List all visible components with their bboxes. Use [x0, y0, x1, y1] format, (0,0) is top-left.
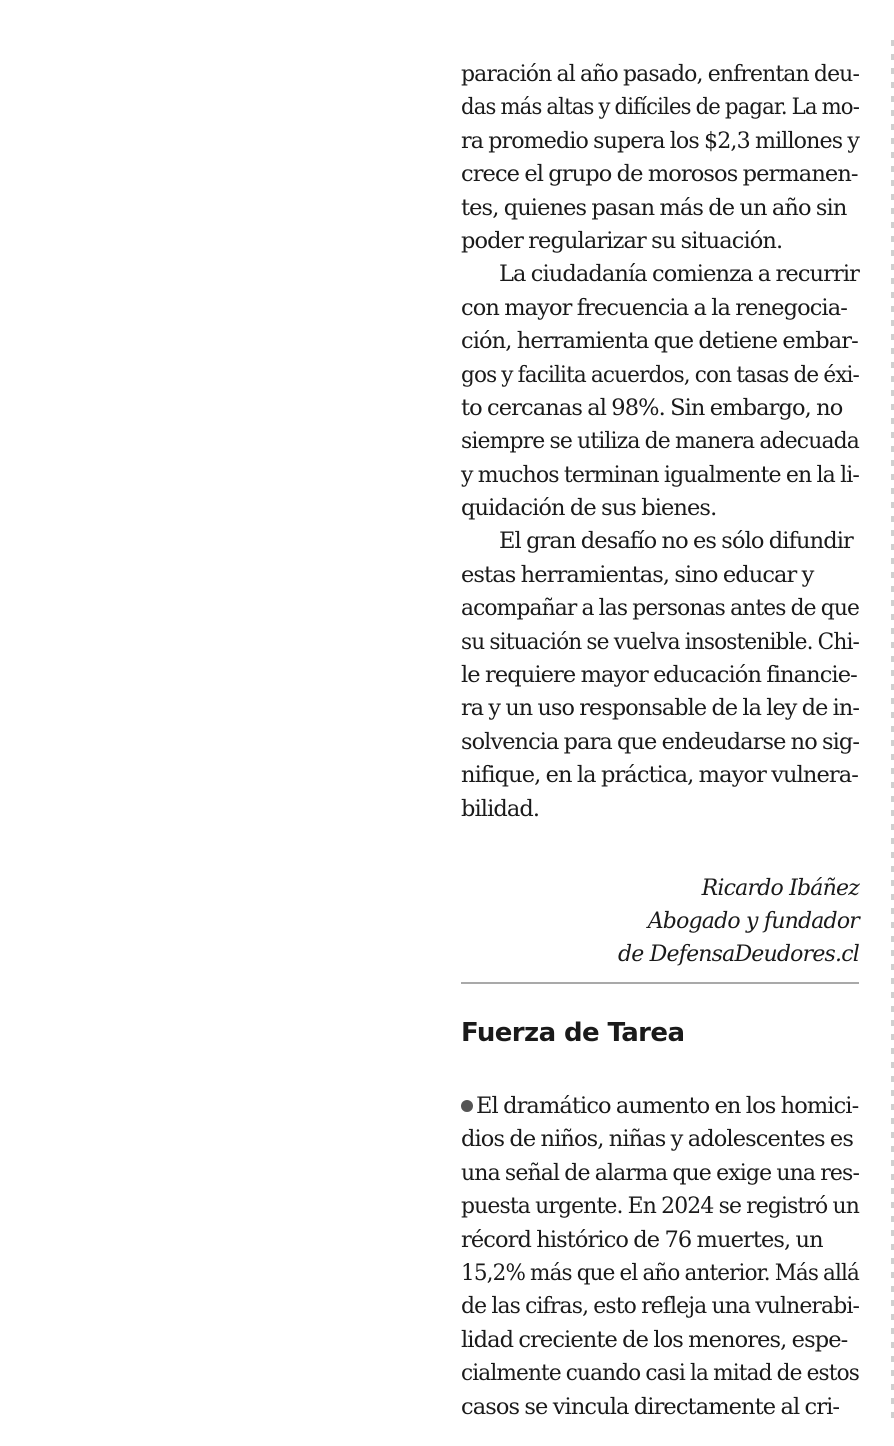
- text-line: casos se vincula directamente al cri-: [461, 1393, 840, 1420]
- text-line: con mayor frecuencia a la renegocia-: [461, 294, 847, 321]
- author-role: Abogado y fundador: [647, 908, 859, 934]
- text-line: de las cifras, esto refleja una vulnerabi-: [461, 1293, 860, 1320]
- text-line: y muchos terminan igualmente en la li-: [461, 461, 860, 488]
- text-line: ra promedio supera los $2,3 millones y: [461, 127, 860, 154]
- text-line: to cercanas al 98%. Sin embargo, no: [461, 394, 843, 421]
- text-line: das más altas y difíciles de pagar. La mo-: [461, 94, 860, 121]
- text-line: bilidad.: [461, 795, 540, 822]
- paragraph-1: [461, 58, 859, 258]
- text-line: siempre se utiliza de manera adecuada: [461, 428, 859, 455]
- text-line: paración al año pasado, enfrentan deu-: [461, 61, 859, 87]
- bullet-icon: [461, 1100, 473, 1112]
- text-line: gos y facilita acuerdos, con tasas de éxi-: [461, 361, 859, 388]
- text-line: estas herramientas, sino educar y: [461, 561, 814, 588]
- section-divider: [461, 982, 859, 984]
- author-name: Ricardo Ibáñez: [701, 875, 859, 901]
- text-line: cialmente cuando casi la mitad de estos: [461, 1360, 860, 1387]
- text-line: [461, 1090, 859, 1123]
- text-line: acompañar a las personas antes de que: [461, 595, 860, 622]
- text-line: poder regularizar su situación.: [461, 227, 783, 254]
- text-line: nifique, en la práctica, mayor vulnera-: [461, 762, 858, 789]
- text-line: le requiere mayor educación financie-: [461, 662, 857, 689]
- text-line: lidad creciente de los menores, espe-: [461, 1326, 848, 1353]
- letter-body: [461, 1090, 859, 1424]
- author-signature: [461, 872, 859, 971]
- text-line: récord histórico de 76 muertes, un: [461, 1226, 823, 1253]
- text-line: solvencia para que endeudarse no sig-: [461, 728, 860, 755]
- text-line: crece el grupo de morosos permanen-: [461, 161, 858, 188]
- text-line: una señal de alarma que exige una res-: [461, 1159, 860, 1186]
- article-column: [461, 58, 859, 971]
- text-line: ra y un uso responsable de la ley de in-: [461, 695, 859, 722]
- text-line: 15,2% más que el año anterior. Más allá: [461, 1259, 860, 1286]
- text-line: La ciudadanía comienza a recurrir: [498, 261, 859, 288]
- text-line: tes, quienes pasan más de un año sin: [461, 194, 847, 221]
- first-line-text: El dramático aumento en los homici-: [476, 1093, 859, 1119]
- text-line: dios de niños, niñas y adolescentes es: [461, 1126, 853, 1153]
- text-line: El gran desafío no es sólo difundir: [499, 528, 853, 555]
- paragraph-2: [461, 258, 859, 525]
- letter-title: Fuerza de Tarea: [461, 1018, 685, 1048]
- text-line: puesta urgente. En 2024 se registró un: [461, 1193, 859, 1220]
- text-line: su situación se vuelva insostenible. Chi-: [461, 628, 860, 655]
- text-line: quidación de sus bienes.: [461, 495, 717, 522]
- text-line: ción, herramienta que detiene embar-: [461, 328, 858, 355]
- author-organization: de DefensaDeudores.cl: [617, 941, 859, 967]
- paragraph-3: [461, 525, 859, 826]
